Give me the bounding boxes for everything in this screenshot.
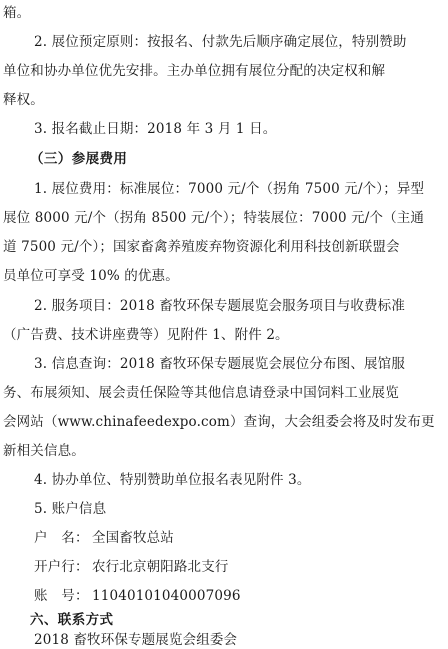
account-name-row	[0, 529, 448, 547]
account-number-label: 账 号：	[34, 588, 89, 604]
text-line: 展位 8000 元/个（拐角 8500 元/个）；特装展位：7000 元/个（主通	[3, 210, 425, 226]
account-bank-label: 开户行：	[34, 559, 89, 575]
text-line: 2. 展位预定原则：按报名、付款先后顺序确定展位，特别赞助	[34, 34, 407, 50]
text-line: 5. 账户信息	[34, 501, 107, 517]
account-bank-value: 农行北京朝阳路北支行	[92, 559, 229, 575]
contact-line: 2018 畜牧环保专题展览会组委会	[34, 632, 238, 648]
text-line: （广告费、技术讲座费等）见附件 1、附件 2。	[3, 327, 289, 343]
text-line: 1. 展位费用：标准展位：7000 元/个（拐角 7500 元/个）；异型	[34, 181, 425, 197]
text-line: 务、布展须知、展会责任保险等其他信息请登录中国饲料工业展览	[3, 385, 399, 401]
text-line: 2. 服务项目：2018 畜牧环保专题展览会服务项目与收费标准	[34, 298, 405, 314]
contact-heading: 六、联系方式	[30, 612, 114, 628]
section-heading: （三）参展费用	[30, 151, 128, 167]
account-bank-row	[0, 558, 448, 576]
text-line: 道 7500 元/个）；国家畜禽养殖废弃物资源化利用科技创新联盟会	[3, 239, 400, 255]
account-number-value: 11040101040007096	[92, 588, 241, 604]
account-name-label: 户 名：	[34, 530, 89, 546]
text-line: 箱。	[3, 5, 31, 21]
text-line: 3. 信息查询：2018 畜牧环保专题展览会展位分布图、展馆服	[34, 356, 405, 372]
text-line: 会网站（www.chinafeedexpo.com）查询，大会组委会将及时发布更	[3, 414, 435, 430]
text-line: 3. 报名截止日期：2018 年 3 月 1 日。	[34, 121, 277, 137]
account-name-value: 全国畜牧总站	[92, 530, 174, 546]
text-line: 员单位可享受 10% 的优惠。	[3, 268, 179, 284]
text-line: 4. 协办单位、特别赞助单位报名表见附件 3。	[34, 472, 311, 488]
text-line: 单位和协办单位优先安排。主办单位拥有展位分配的决定权和解	[3, 63, 386, 79]
text-line: 释权。	[3, 92, 44, 108]
text-line: 新相关信息。	[3, 443, 85, 459]
account-number-row	[0, 587, 448, 605]
